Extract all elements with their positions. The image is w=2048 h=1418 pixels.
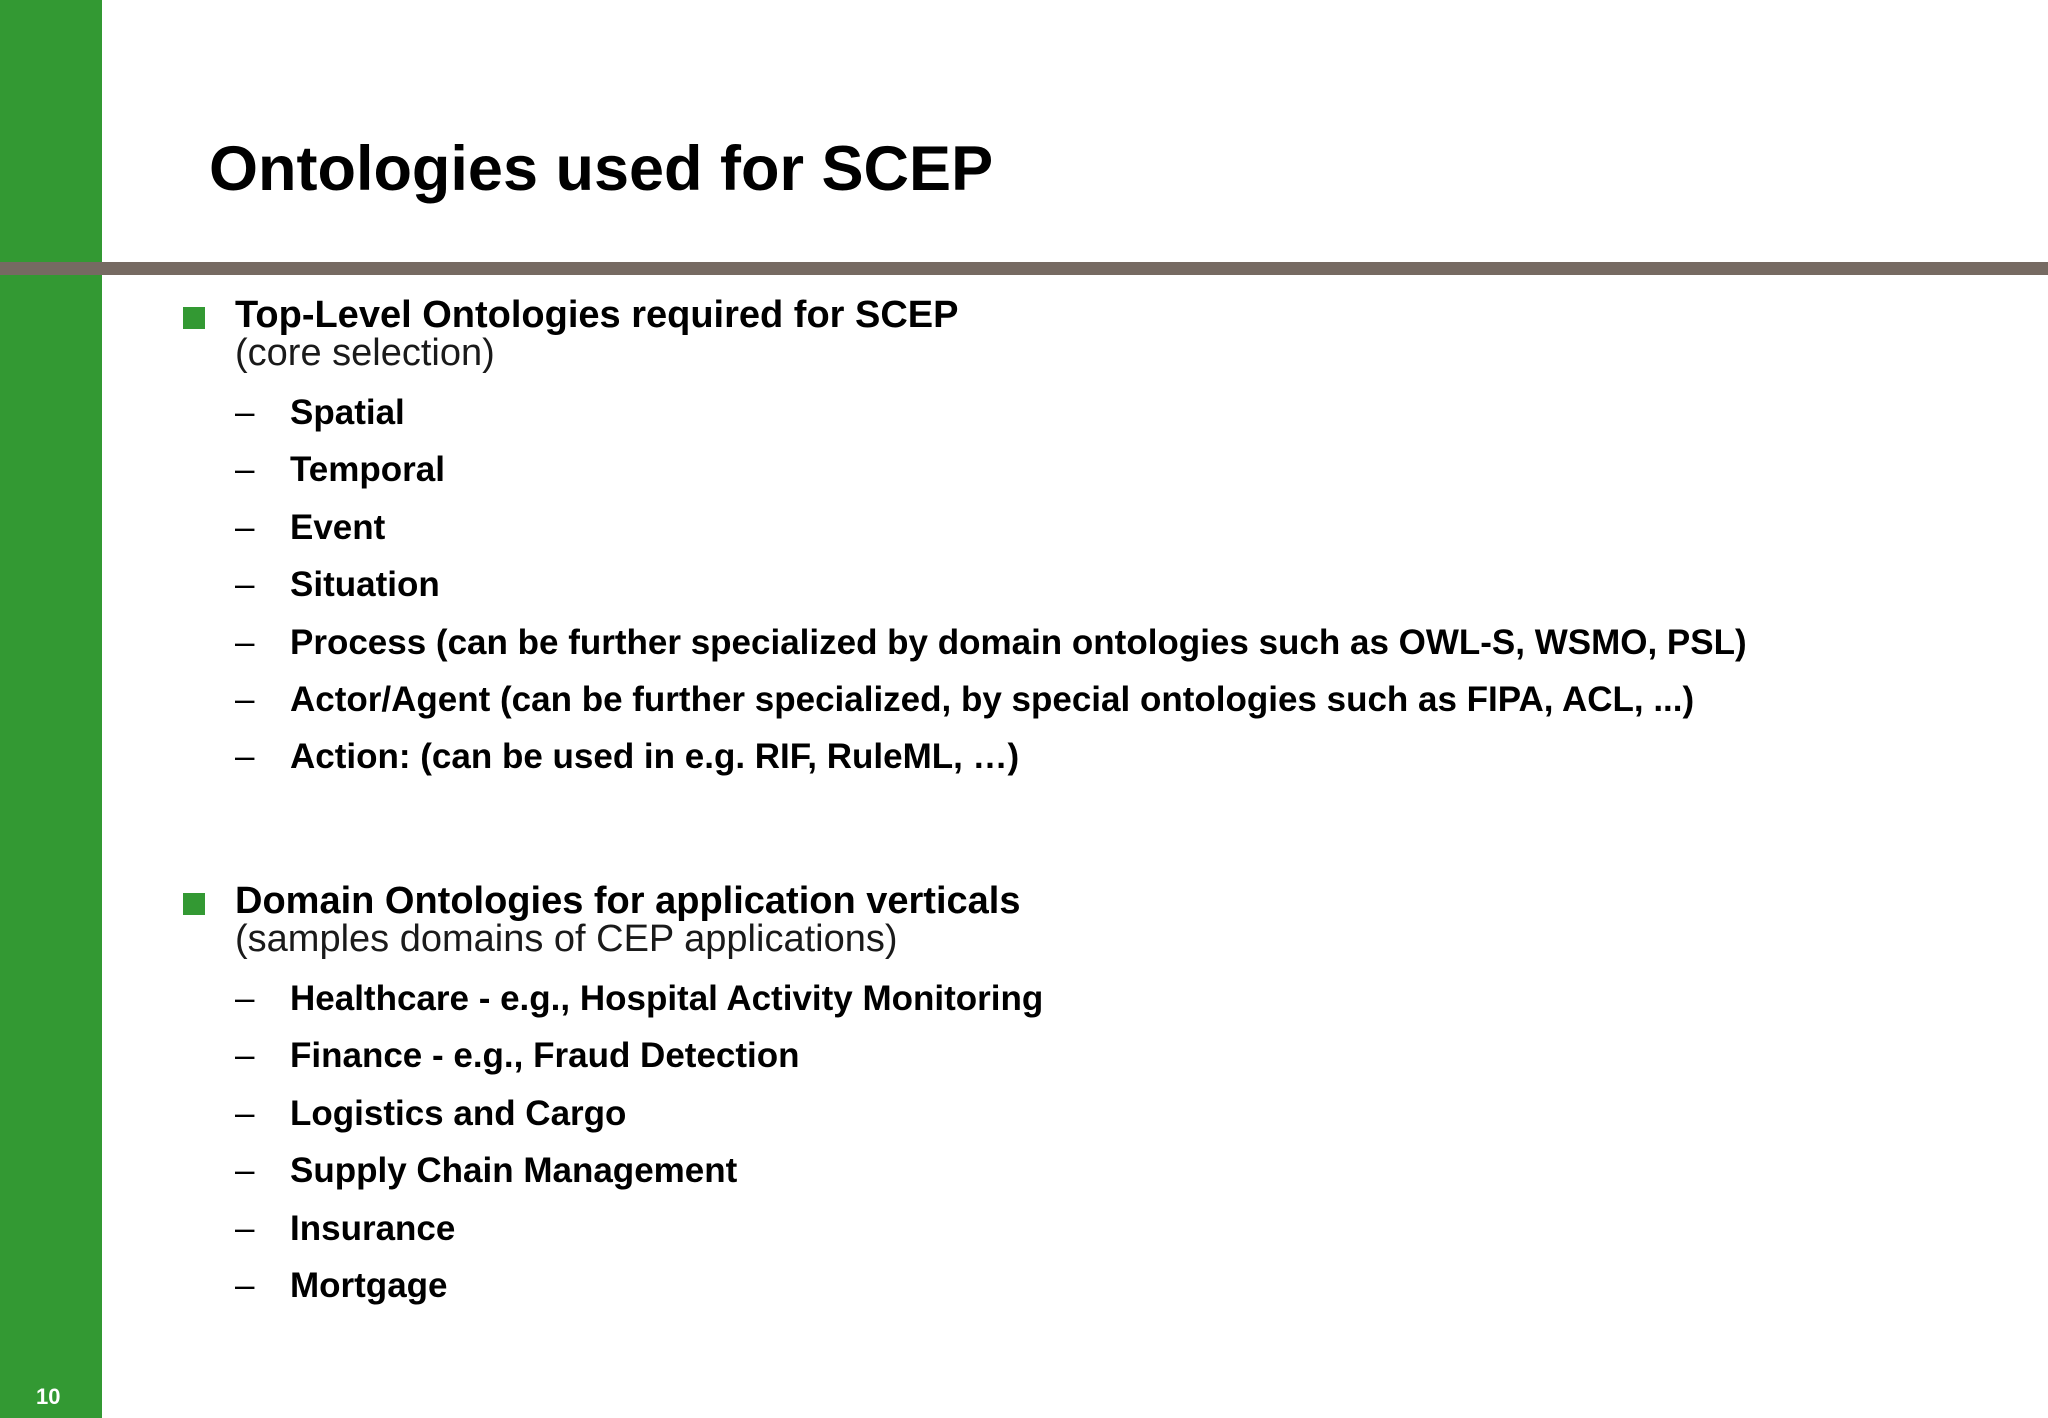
list-item-text: Situation	[290, 565, 440, 605]
square-bullet-icon	[183, 307, 205, 329]
list-item-text: Supply Chain Management	[290, 1151, 738, 1191]
list-item-text: Healthcare - e.g., Hospital Activity Monitoring	[290, 979, 1044, 1018]
section-subheading: (core selection)	[235, 332, 495, 374]
dash-bullet: –	[235, 1036, 255, 1076]
section-heading: Top-Level Ontologies required for SCEP	[235, 294, 959, 336]
dash-bullet: –	[235, 1151, 255, 1191]
dash-bullet: –	[235, 450, 255, 490]
dash-bullet: –	[235, 507, 255, 547]
list-item-text: Mortgage	[290, 1265, 448, 1305]
dash-bullet: –	[235, 737, 255, 777]
page-number: 10	[36, 1384, 61, 1409]
list-item-text: Action: (can be used in e.g. RIF, RuleML, …)	[290, 737, 1020, 777]
dash-bullet: –	[235, 565, 255, 605]
dash-bullet: –	[235, 1265, 255, 1305]
square-bullet-icon	[183, 893, 205, 915]
list-item-text: Insurance	[290, 1208, 456, 1248]
dash-bullet: –	[235, 622, 255, 662]
dash-bullet: –	[235, 979, 255, 1018]
list-item-text: Process (can be further specialized by domain ontologies such as OWL-S, WSMO, PSL)	[290, 622, 1747, 662]
list-item-text: Finance - e.g., Fraud Detection	[290, 1036, 800, 1076]
list-item-text: Logistics and Cargo	[290, 1093, 627, 1133]
dash-bullet: –	[235, 393, 255, 432]
dash-bullet: –	[235, 1208, 255, 1248]
section-heading: Domain Ontologies for application verticals	[235, 880, 1021, 922]
list-item-text: Spatial	[290, 393, 405, 432]
dash-bullet: –	[235, 679, 255, 719]
list-item-text: Event	[290, 507, 386, 547]
list-item-text: Actor/Agent (can be further specialized, by special ontologies such as FIPA, ACL, ...)	[290, 679, 1695, 719]
section-subheading: (samples domains of CEP applications)	[235, 918, 898, 960]
dash-bullet: –	[235, 1093, 255, 1133]
left-accent-bar	[0, 0, 102, 1418]
list-item-text: Temporal	[290, 450, 445, 490]
title-divider	[0, 262, 2048, 275]
slide-title: Ontologies used for SCEP	[209, 134, 994, 204]
